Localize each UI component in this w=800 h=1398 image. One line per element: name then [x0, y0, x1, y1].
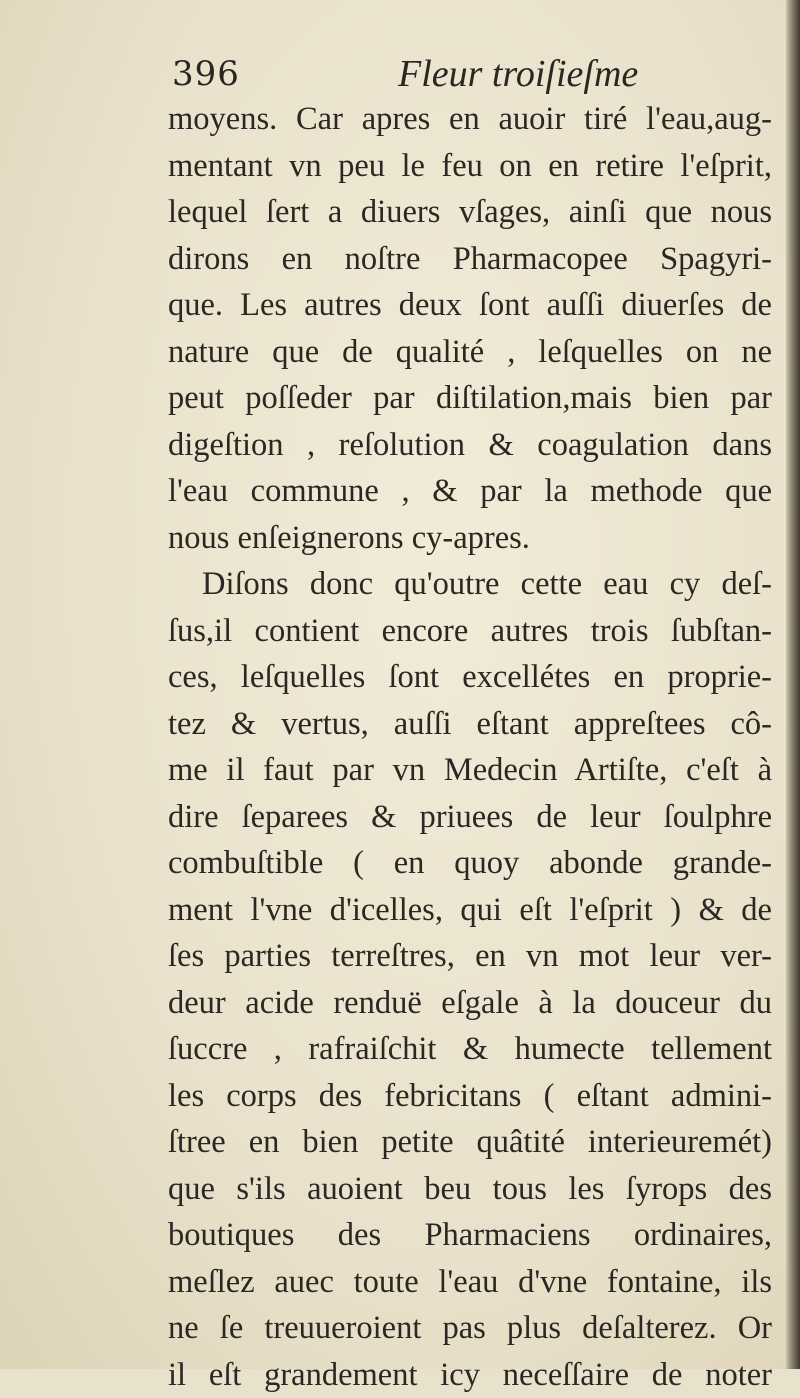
running-head	[172, 46, 772, 102]
text-line: dirons en noſtre Pharmacopee Spagyri-	[168, 236, 772, 283]
text-line: me il faut par vn Medecin Artiſte, c'eſt à	[168, 747, 772, 794]
text-line: peut poſſeder par diſtilation,mais bien par	[168, 375, 772, 422]
text-line: tez & vertus, auſſi eſtant appreſtees cô-	[168, 701, 772, 748]
text-line: il eſt grandement icy neceſſaire de noter	[168, 1352, 772, 1398]
text-line: ment l'vne d'icelles, qui eſt l'eſprit ) & de	[168, 887, 772, 934]
text-line: nous enſeignerons cy-apres.	[168, 515, 772, 562]
text-line: l'eau commune , & par la methode que	[168, 468, 772, 515]
body-text	[168, 96, 772, 1398]
text-line: combuſtible ( en quoy abonde grande-	[168, 840, 772, 887]
text-line: ne ſe treuueroient pas plus deſalterez. Or	[168, 1305, 772, 1352]
text-line: deur acide renduë eſgale à la douceur du	[168, 980, 772, 1027]
text-line: moyens. Car apres en auoir tiré l'eau,aug-	[168, 96, 772, 143]
text-line-paragraph-start: Diſons donc qu'outre cette eau cy deſ-	[168, 561, 772, 608]
text-line: que. Les autres deux ſont auſſi diuerſes de	[168, 282, 772, 329]
text-line: dire ſeparees & priuees de leur ſoulphre	[168, 794, 772, 841]
page-edge-shadow	[786, 0, 800, 1369]
text-line: que s'ils auoient beu tous les ſyrops des	[168, 1166, 772, 1213]
page-number: 396	[172, 46, 240, 102]
text-line: nature que de qualité , leſquelles on ne	[168, 329, 772, 376]
text-line: ſuccre , rafraiſchit & humecte tellement	[168, 1026, 772, 1073]
text-line: ſtree en bien petite quâtité interieuremét)	[168, 1119, 772, 1166]
text-line: les corps des febricitans ( eſtant admini-	[168, 1073, 772, 1120]
running-head-title: Fleur troiſieſme	[398, 46, 638, 102]
text-line: mentant vn peu le feu on en retire l'eſprit,	[168, 143, 772, 190]
text-line: ſus,il contient encore autres trois ſubſtan-	[168, 608, 772, 655]
text-line: ſes parties terreſtres, en vn mot leur ver-	[168, 933, 772, 980]
text-line: lequel ſert a diuers vſages, ainſi que nous	[168, 189, 772, 236]
text-line: boutiques des Pharmaciens ordinaires,	[168, 1212, 772, 1259]
text-line: meſlez auec toute l'eau d'vne fontaine, ils	[168, 1259, 772, 1306]
text-line: digeſtion , reſolution & coagulation dans	[168, 422, 772, 469]
text-line: ces, leſquelles ſont excellétes en proprie-	[168, 654, 772, 701]
